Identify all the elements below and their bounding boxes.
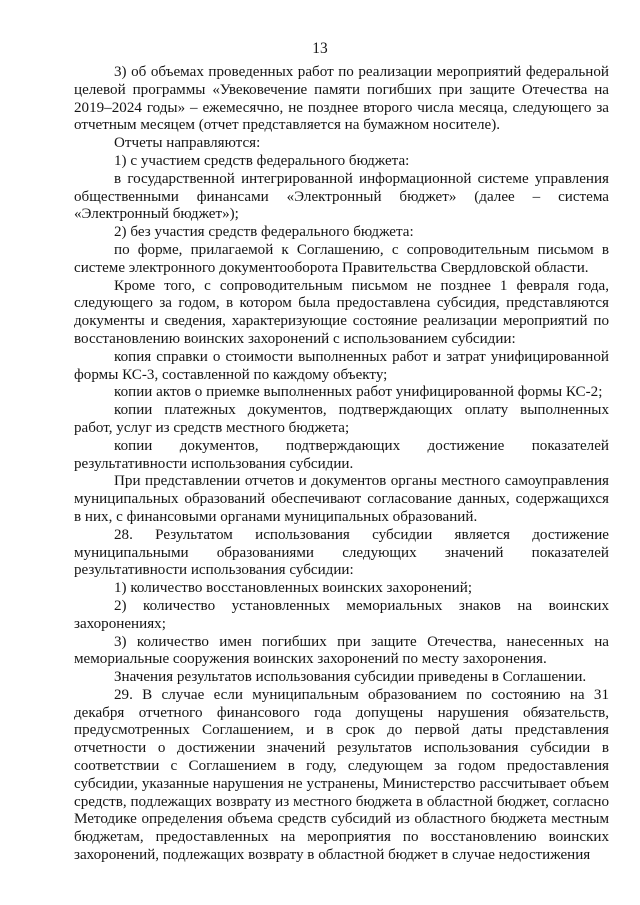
paragraph: копии документов, подтверждающих достижение показателей результативности использования субсидии. <box>74 437 609 472</box>
paragraph: Кроме того, с сопроводительным письмом не позднее 1 февраля года, следующего за годом, в котором была предоставлена субсидия, представляются документы и сведения, характеризующие состояние реализации мероприятий по восстановлению воинских захоронений с использованием субсидии: <box>74 277 609 347</box>
paragraph: 1) количество восстановленных воинских захоронений; <box>114 580 473 597</box>
paragraph: Значения результатов использования субсидии приведены в Соглашении. <box>114 669 587 686</box>
paragraph: 2) без участия средств федерального бюджета: <box>114 224 414 241</box>
paragraph: 2) количество установленных мемориальных знаков на воинских захоронениях; <box>74 597 609 632</box>
paragraph: 29. В случае если муниципальным образованием по состоянию на 31 декабря отчетного финансового года допущены нарушения обязательств, предусмотренных Соглашением, и в срок до первой даты представления отчетности о достижении значений результатов использования субсидии в соответствии с Соглашением в году, следующем за годом предоставления субсидии, указанные нарушения не устранены, Министерство рассчитывает объем средств, подлежащих возврату из местного бюджета в областной бюджет, согласно Методике определения объема средств субсидий из областного бюджета местным бюджетам, предоставленных на мероприятия по восстановлению воинских захоронений, подлежащих возврату в областной бюджет в случае недостижения <box>74 686 609 864</box>
paragraph: копии актов о приемке выполненных работ унифицированной формы КС-2; <box>114 384 603 401</box>
paragraph: в государственной интегрированной информационной системе управления общественными финансами «Электронный бюджет» (далее – система «Электронный бюджет»); <box>74 170 609 223</box>
paragraph: 3) количество имен погибших при защите Отечества, нанесенных на мемориальные сооружения воинских захоронений по месту захоронения. <box>74 633 609 668</box>
paragraph: 1) с участием средств федерального бюджета: <box>114 152 410 169</box>
paragraph: копия справки о стоимости выполненных работ и затрат унифицированной формы КС-3, составленной по каждому объекту; <box>74 348 609 383</box>
paragraph: по форме, прилагаемой к Соглашению, с сопроводительным письмом в системе электронного документооборота Правительства Свердловской области. <box>74 241 609 276</box>
paragraph: Отчеты направляются: <box>114 135 261 152</box>
paragraph: При представлении отчетов и документов органы местного самоуправления муниципальных образований обеспечивают согласование данных, содержащихся в них, с финансовыми органами муниципальных образований. <box>74 473 609 525</box>
document-body <box>74 64 609 865</box>
page-number: 13 <box>312 40 328 57</box>
paragraph: 3) об объемах проведенных работ по реализации мероприятий федеральной целевой программы «Увековечение памяти погибших при защите Отечества на 2019–2024 годы» – ежемесячно, не позднее второго числа месяца, следующего за отчетным месяцем (отчет представляется на бумажном носителе). <box>74 64 609 134</box>
paragraph: копии платежных документов, подтверждающих оплату выполненных работ, услуг из средств местного бюджета; <box>74 402 609 436</box>
paragraph: 28. Результатом использования субсидии является достижение муниципальными образованиями следующих значений показателей результативности использования субсидии: <box>74 526 609 579</box>
